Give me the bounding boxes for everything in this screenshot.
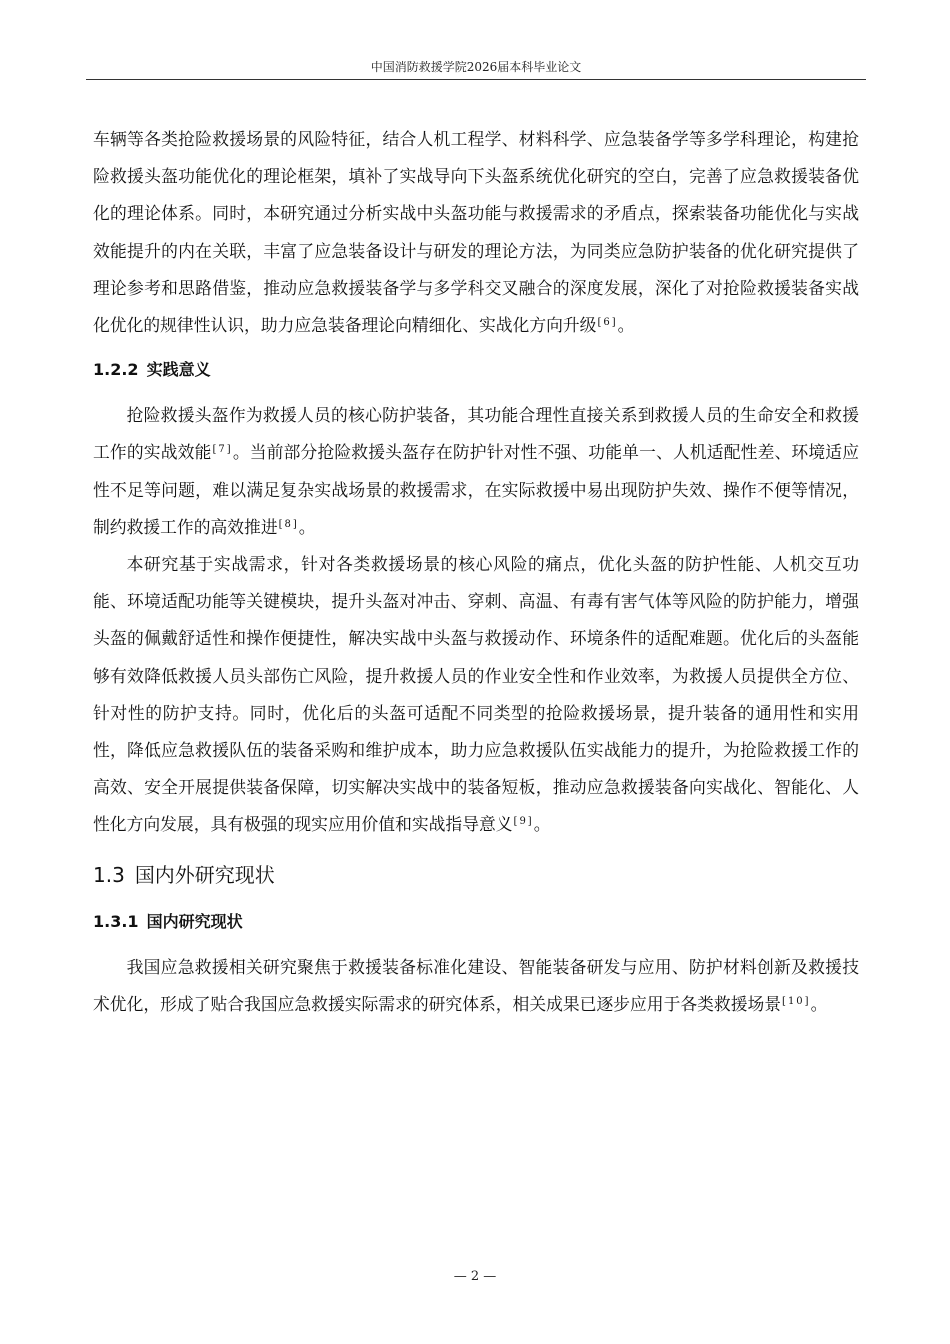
paragraph-text: 本研究基于实战需求，针对各类救援场景的核心风险的痛点，优化头盔的防护性能、人机交互功能、环境适配功能等关键模块，提升头盔对冲击、穿刺、高温、有毒有害气体等风险的防护能力，增强头盔的佩戴舒适性和操作便捷性，解决实战中头盔与救援动作、环境条件的适配难题。优化后的头盔能够有效降低救援人员头部伤亡风险，提升救援人员的作业安全性和作业效率，为救援人员提供全方位、针对性的防护支持。同时，优化后的头盔可适配不同类型的抢险救援场景，提升装备的通用性和实用性，降低应急救援队伍的装备采购和维护成本，助力应急救援队伍实战能力的提升，为抢险救援工作的高效、安全开展提供装备保障，切实解决实战中的装备短板，推动应急救援装备向实战化、智能化、人性化方向发展，具有极强的现实应用价值和实战指导意义 bbox=[93, 554, 859, 835]
heading-number: 1.3 bbox=[93, 862, 125, 887]
citation-8: [8] bbox=[278, 518, 299, 530]
heading-title: 国内外研究现状 bbox=[134, 862, 275, 887]
heading-title: 实践意义 bbox=[146, 360, 211, 380]
citation-10: [10] bbox=[782, 995, 811, 1007]
paragraph-end: 。 bbox=[810, 993, 828, 1014]
paragraph-practical-2 bbox=[93, 546, 859, 844]
heading-title: 国内研究现状 bbox=[146, 911, 243, 931]
running-header: 中国消防救援学院2026届本科毕业论文 bbox=[370, 60, 582, 74]
heading-number: 1.2.2 bbox=[93, 360, 139, 380]
paragraph-end: 。 bbox=[533, 814, 551, 835]
page-body bbox=[93, 121, 859, 1023]
paragraph-domestic bbox=[93, 949, 859, 1023]
heading-1-3 bbox=[93, 862, 859, 888]
paragraph-practical-1 bbox=[93, 397, 859, 546]
heading-1-3-1 bbox=[93, 912, 859, 932]
paragraph-end: 。 bbox=[617, 315, 635, 336]
paragraph-text: 我国应急救援相关研究聚焦于救援装备标准化建设、智能装备研发与应用、防护材料创新及救援技术优化，形成了贴合我国应急救援实际需求的研究体系，相关成果已逐步应用于各类救援场景 bbox=[93, 956, 859, 1014]
citation-7: [7] bbox=[212, 444, 233, 456]
paragraph-intro bbox=[93, 121, 859, 344]
citation-9: [9] bbox=[513, 816, 534, 828]
header-rule bbox=[86, 79, 866, 80]
heading-number: 1.3.1 bbox=[93, 911, 139, 931]
heading-1-2-2 bbox=[93, 360, 859, 380]
paragraph-text: 。当前部分抢险救援头盔存在防护针对性不强、功能单一、人机适配性差、环境适应性不足等问题，难以满足复杂实战场景的救援需求，在实际救援中易出现防护失效、操作不便等情况，制约救援工作的高效推进 bbox=[93, 442, 859, 537]
citation-6: [6] bbox=[597, 317, 618, 329]
paragraph-end: 。 bbox=[298, 516, 316, 537]
paragraph-text: 车辆等各类抢险救援场景的风险特征，结合人机工程学、材料科学、应急装备学等多学科理论，构建抢险救援头盔功能优化的理论框架，填补了实战导向下头盔系统优化研究的空白，完善了应急救援装备优化的理论体系。同时，本研究通过分析实战中头盔功能与救援需求的矛盾点，探索装备功能优化与实战效能提升的内在关联，丰富了应急装备设计与研发的理论方法，为同类应急防护装备的优化研究提供了理论参考和思路借鉴，推动应急救援装备学与多学科交叉融合的深度发展，深化了对抢险救援装备实战化优化的规律性认识，助力应急装备理论向精细化、实战化方向升级 bbox=[93, 129, 859, 336]
page-number: — 2 — bbox=[453, 1269, 497, 1284]
paragraph-text: 抢险救援头盔作为救援人员的核心防护装备，其功能合理性直接关系到救援人员的生命安全和救援工作的实战效能 bbox=[93, 405, 859, 463]
